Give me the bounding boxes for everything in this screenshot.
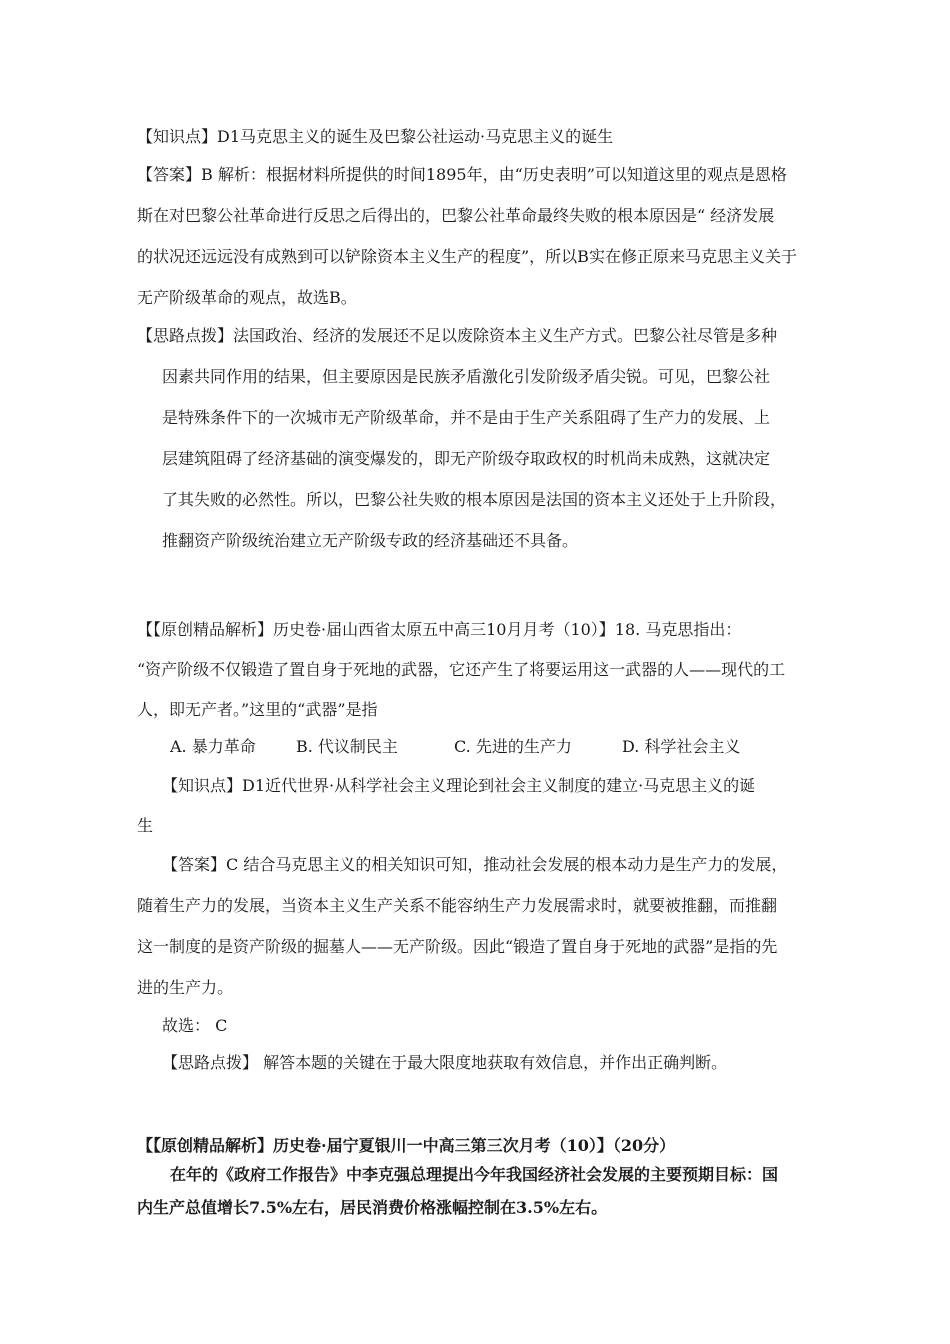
answer-line: 斯在对巴黎公社革命进行反思之后得出的，巴黎公社革命最终失败的根本原因是“ 经济发展 [137,206,775,225]
option-a: A. 暴力革命 [170,737,256,756]
hint-line: 了其失败的必然性。所以，巴黎公社失败的根本原因是法国的资本主义还处于上升阶段， [162,490,787,509]
answer-line: 的状况还远远没有成熟到可以铲除资本主义生产的程度”，所以B实在修正原来马克思主义关于 [137,247,797,266]
hint-line: 【思路点拨】法国政治、经济的发展还不足以废除资本主义生产方式。巴黎公社尽管是多种 [137,326,778,345]
hint-line: 是特殊条件下的一次城市无产阶级革命，并不是由于生产关系阻碍了生产力的发展、上 [162,408,771,427]
option-b: B. 代议制民主 [296,737,398,756]
answer-line: 随着生产力的发展，当资本主义生产关系不能容纳生产力发展需求时，就要被推翻，而推翻 [137,896,778,915]
question-line: 【【原创精品解析】历史卷·届山西省太原五中高三10月月考（10）】18. 马克思指出： [137,620,742,639]
option-c: C. 先进的生产力 [454,737,572,756]
answer-line: 【答案】C 结合马克思主义的相关知识可知，推动社会发展的根本动力是生产力的发展， [162,855,788,874]
hint-line: 推翻资产阶级统治建立无产阶级专政的经济基础还不具备。 [162,531,579,550]
answer-line: 【答案】B 解析：根据材料所提供的时间1895年，由“历史表明”可以知道这里的观点是恩格 [137,165,787,184]
knowledge-point: 生 [137,816,154,835]
question-title: 【【原创精品解析】历史卷·届宁夏银川一中高三第三次月考（10）】（20分） [137,1136,676,1155]
answer-line: 无产阶级革命的观点，故选B。 [137,288,357,307]
knowledge-point: 【知识点】D1马克思主义的诞生及巴黎公社运动·马克思主义的诞生 [137,127,614,146]
hint-line: 【思路点拨】 解答本题的关键在于最大限度地获取有效信息，并作出正确判断。 [162,1053,728,1072]
answer-choice: 故选： C [162,1016,228,1035]
option-d: D. 科学社会主义 [622,737,741,756]
answer-line: 这一制度的是资产阶级的掘墓人——无产阶级。因此“锻造了置自身于死地的武器”是指的先 [137,937,778,956]
body-line: 在年的《政府工作报告》中李克强总理提出今年我国经济社会发展的主要预期目标：国 [170,1165,779,1184]
body-line: 内生产总值增长7.5%左右，居民消费价格涨幅控制在3.5%左右。 [137,1198,608,1217]
question-line: “资产阶级不仅锻造了置自身于死地的武器，它还产生了将要运用这一武器的人——现代的工 [137,660,786,679]
hint-line: 因素共同作用的结果，但主要原因是民族矛盾激化引发阶级矛盾尖锐。可见，巴黎公社 [162,367,771,386]
hint-line: 层建筑阻碍了经济基础的演变爆发的，即无产阶级夺取政权的时机尚未成熟，这就决定 [162,449,771,468]
answer-line: 进的生产力。 [137,978,234,997]
knowledge-point: 【知识点】D1近代世界·从科学社会主义理论到社会主义制度的建立·马克思主义的诞 [162,776,756,795]
question-line: 人，即无产者。”这里的“武器”是指 [137,700,378,719]
